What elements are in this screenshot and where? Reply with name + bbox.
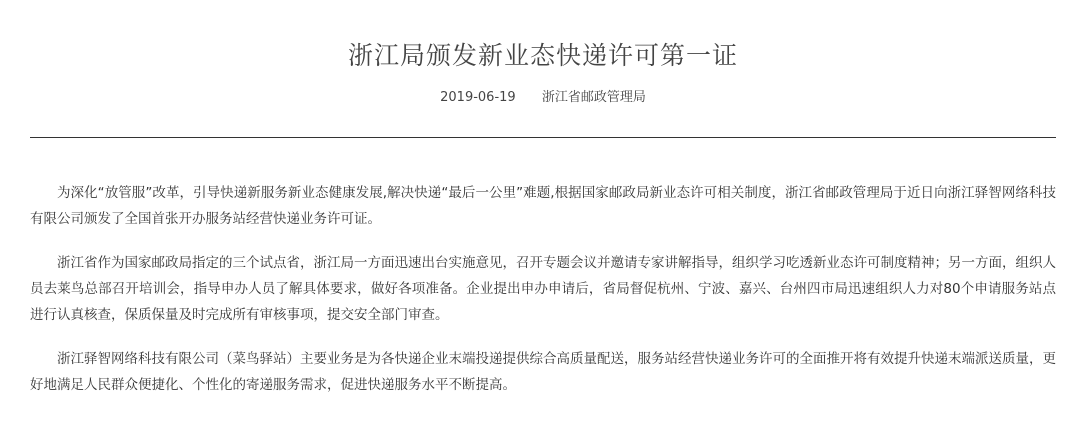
article-meta xyxy=(30,89,1056,107)
header-divider xyxy=(30,137,1056,138)
article-body xyxy=(30,180,1056,398)
publish-date: 2019-06-19 xyxy=(440,90,516,105)
article-paragraph: 为深化“放管服”改革，引导快递新服务新业态健康发展,解决快递“最后一公里”难题,根据国家邮政局新业态许可相关制度，浙江省邮政管理局于近日向浙江驿智网络科技有限公司颁发了全国首张开办服务站经营快递业务许可证。 xyxy=(30,185,1056,227)
article-paragraph: 浙江省作为国家邮政局指定的三个试点省，浙江局一方面迅速出台实施意见，召开专题会议并邀请专家讲解指导，组织学习吃透新业态许可制度精神；另一方面，组织人员去莱鸟总部召开培训会，指导申办人员了解具体要求，做好各项准备。企业提出申办申请后，省局督促杭州、宁波、嘉兴、台州四市局迅速组织人力对80个申请服务站点进行认真核查，保质保量及时完成所有审核事项，提交安全部门审查。 xyxy=(30,255,1056,323)
article-title: 浙江局颁发新业态快递许可第一证 xyxy=(347,41,738,70)
article-source: 浙江省邮政管理局 xyxy=(541,90,646,105)
article-paragraph: 浙江驿智网络科技有限公司（菜鸟驿站）主要业务是为各快递企业末端投递提供综合高质量配送，服务站经营快递业务许可的全面推开将有效提升快递末端派送质量，更好地满足人民群众便捷化、个性化的寄递服务需求，促进快递服务水平不断提高。 xyxy=(30,351,1056,393)
